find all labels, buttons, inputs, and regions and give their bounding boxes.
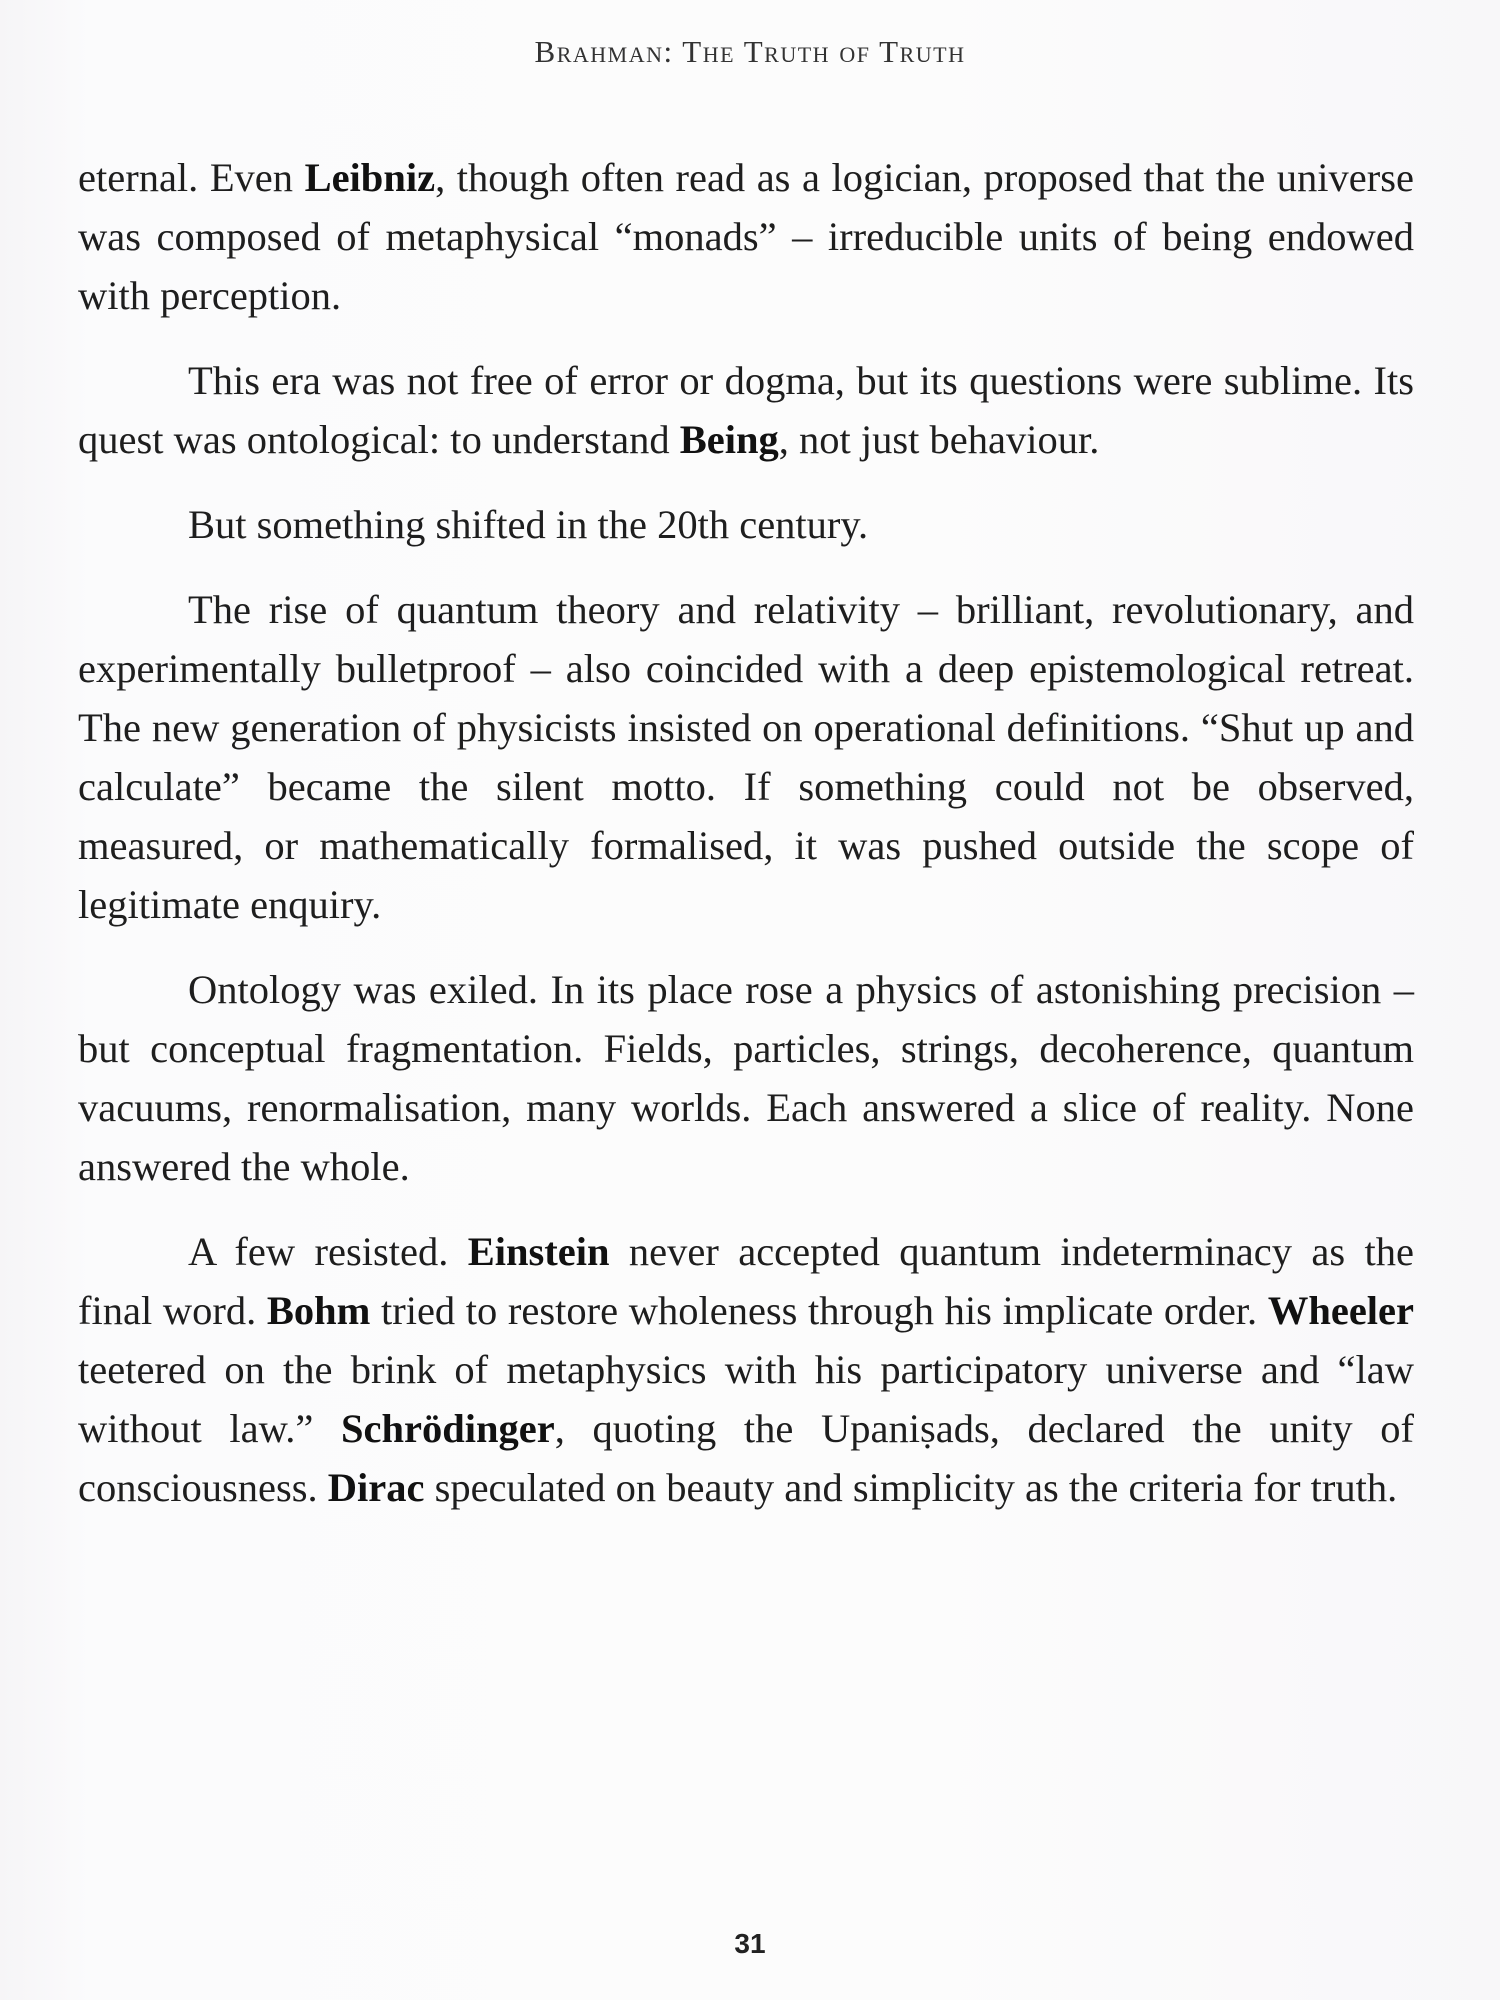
paragraph [78, 1222, 1414, 1517]
text-run: teetered on the brink of metaphysics with his participatory universe and “law without law.” [78, 1347, 1414, 1451]
page-number: 31 [734, 1928, 766, 1959]
text-run: tried to restore wholeness through his implicate order. [370, 1288, 1268, 1333]
paragraph [78, 495, 1414, 554]
bold-name-einstein: Einstein [467, 1229, 610, 1274]
paragraph [78, 148, 1414, 325]
text-run: But something shifted in the 20th century. [188, 502, 869, 547]
paragraph [78, 960, 1414, 1196]
text-run: The rise of quantum theory and relativity – brilliant, revolutionary, and experimentally bulletproof – also coincided with a deep epistemological retreat. The new generation of physicists insisted on operational definitions. “Shut up and calculate” became the silent motto. If something could not be observed, measured, or mathematically formalised, it was pushed outside the scope of legitimate enquiry. [78, 587, 1414, 927]
paragraph [78, 580, 1414, 934]
text-run: A few resisted. [188, 1229, 468, 1274]
bold-name-dirac: Dirac [327, 1465, 425, 1510]
bold-name-wheeler: Wheeler [1267, 1288, 1414, 1333]
text-run: eternal. Even [78, 155, 305, 200]
text-run: , though often read as a logician, proposed that the universe was composed of metaphysical “monads” – irreducible units of being endowed with perception. [78, 155, 1414, 318]
bold-name-bohm: Bohm [266, 1288, 371, 1333]
body-text [78, 148, 1414, 1543]
bold-name-leibniz: Leibniz [304, 155, 436, 200]
text-run: never accepted quantum indeterminacy as the final word. [78, 1229, 1414, 1333]
paragraph [78, 351, 1414, 469]
bold-name-schrodinger: Schrödinger [340, 1406, 555, 1451]
text-run: , quoting the Upaniṣads, declared the unity of consciousness. [78, 1406, 1414, 1510]
text-run: , not just behaviour. [778, 417, 1100, 462]
text-run: Ontology was exiled. In its place rose a physics of astonishing precision – but conceptual fragmentation. Fields, particles, strings, decoherence, quantum vacuums, renormalisation, many worlds. Each answered a slice of reality. None answered the whole. [78, 967, 1414, 1189]
text-run: speculated on beauty and simplicity as the criteria for truth. [424, 1465, 1398, 1510]
text-run: This era was not free of error or dogma, but its questions were sublime. Its quest was ontological: to understand [78, 358, 1414, 462]
bold-term-being: Being [679, 417, 779, 462]
running-head: Brahman: The Truth of Truth [534, 34, 966, 69]
